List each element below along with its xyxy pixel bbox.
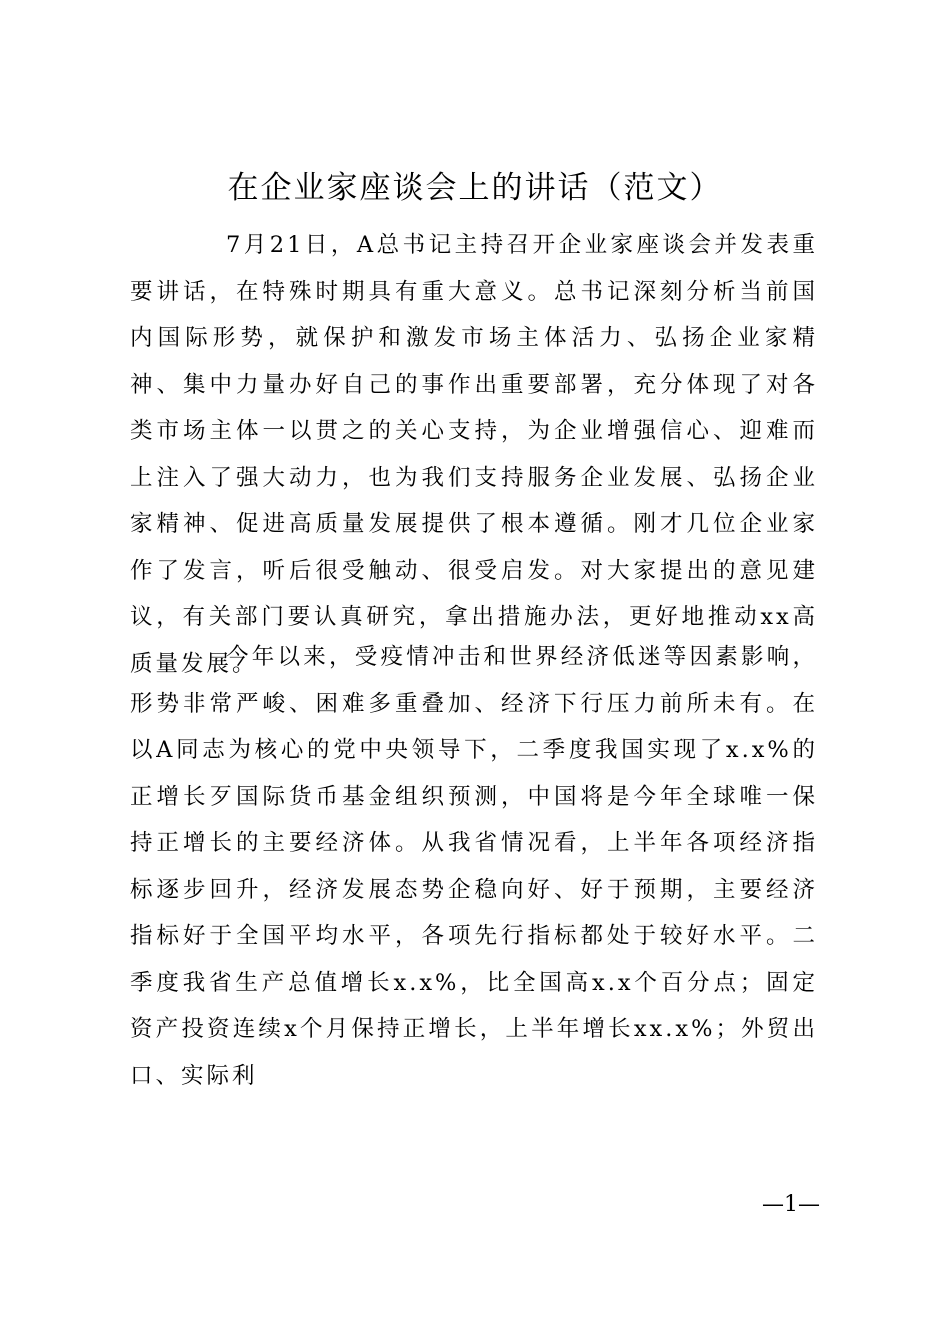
body-paragraph-1: 7月21日，A总书记主持召开企业家座谈会并发表重要讲话，在特殊时期具有重大意义。总书记深刻分析当前国内国际形势，就保护和激发市场主体活力、弘扬企业家精神、集中力量办好自己的事作出重要部署，充分体现了对各类市场主体一以贯之的关心支持，为企业增强信心、迎难而上注入了强大动力，也为我们支持服务企业发展、弘扬企业家精神、促进高质量发展提供了根本遵循。刚才几位企业家作了发言，听后很受触动、很受启发。对大家提出的意见建议，有关部门要认真研究，拿出措施办法，更好地推动xx高质量发展。 <box>130 232 818 677</box>
page-number: —1— <box>762 1192 820 1217</box>
document-title: 在企业家座谈会上的讲话（范文） <box>227 170 723 206</box>
body-paragraph-2: 今年以来，受疫情冲击和世界经济低迷等因素影响，形势非常严峻、困难多重叠加、经济下行压力前所未有。在以A同志为核心的党中央领导下，二季度我国实现了x.x%的正增长歹国际货币基金组织预测，中国将是今年全球唯一保持正增长的主要经济体。从我省情况看，上半年各项经济指标逐步回升，经济发展态势企稳向好、好于预期，主要经济指标好于全国平均水平，各项先行指标都处于较好水平。二季度我省生产总值增长x.x%，比全国高x.x个百分点；固定资产投资连续x个月保持正增长，上半年增长xx.x%；外贸出口、实际利 <box>130 644 818 1089</box>
